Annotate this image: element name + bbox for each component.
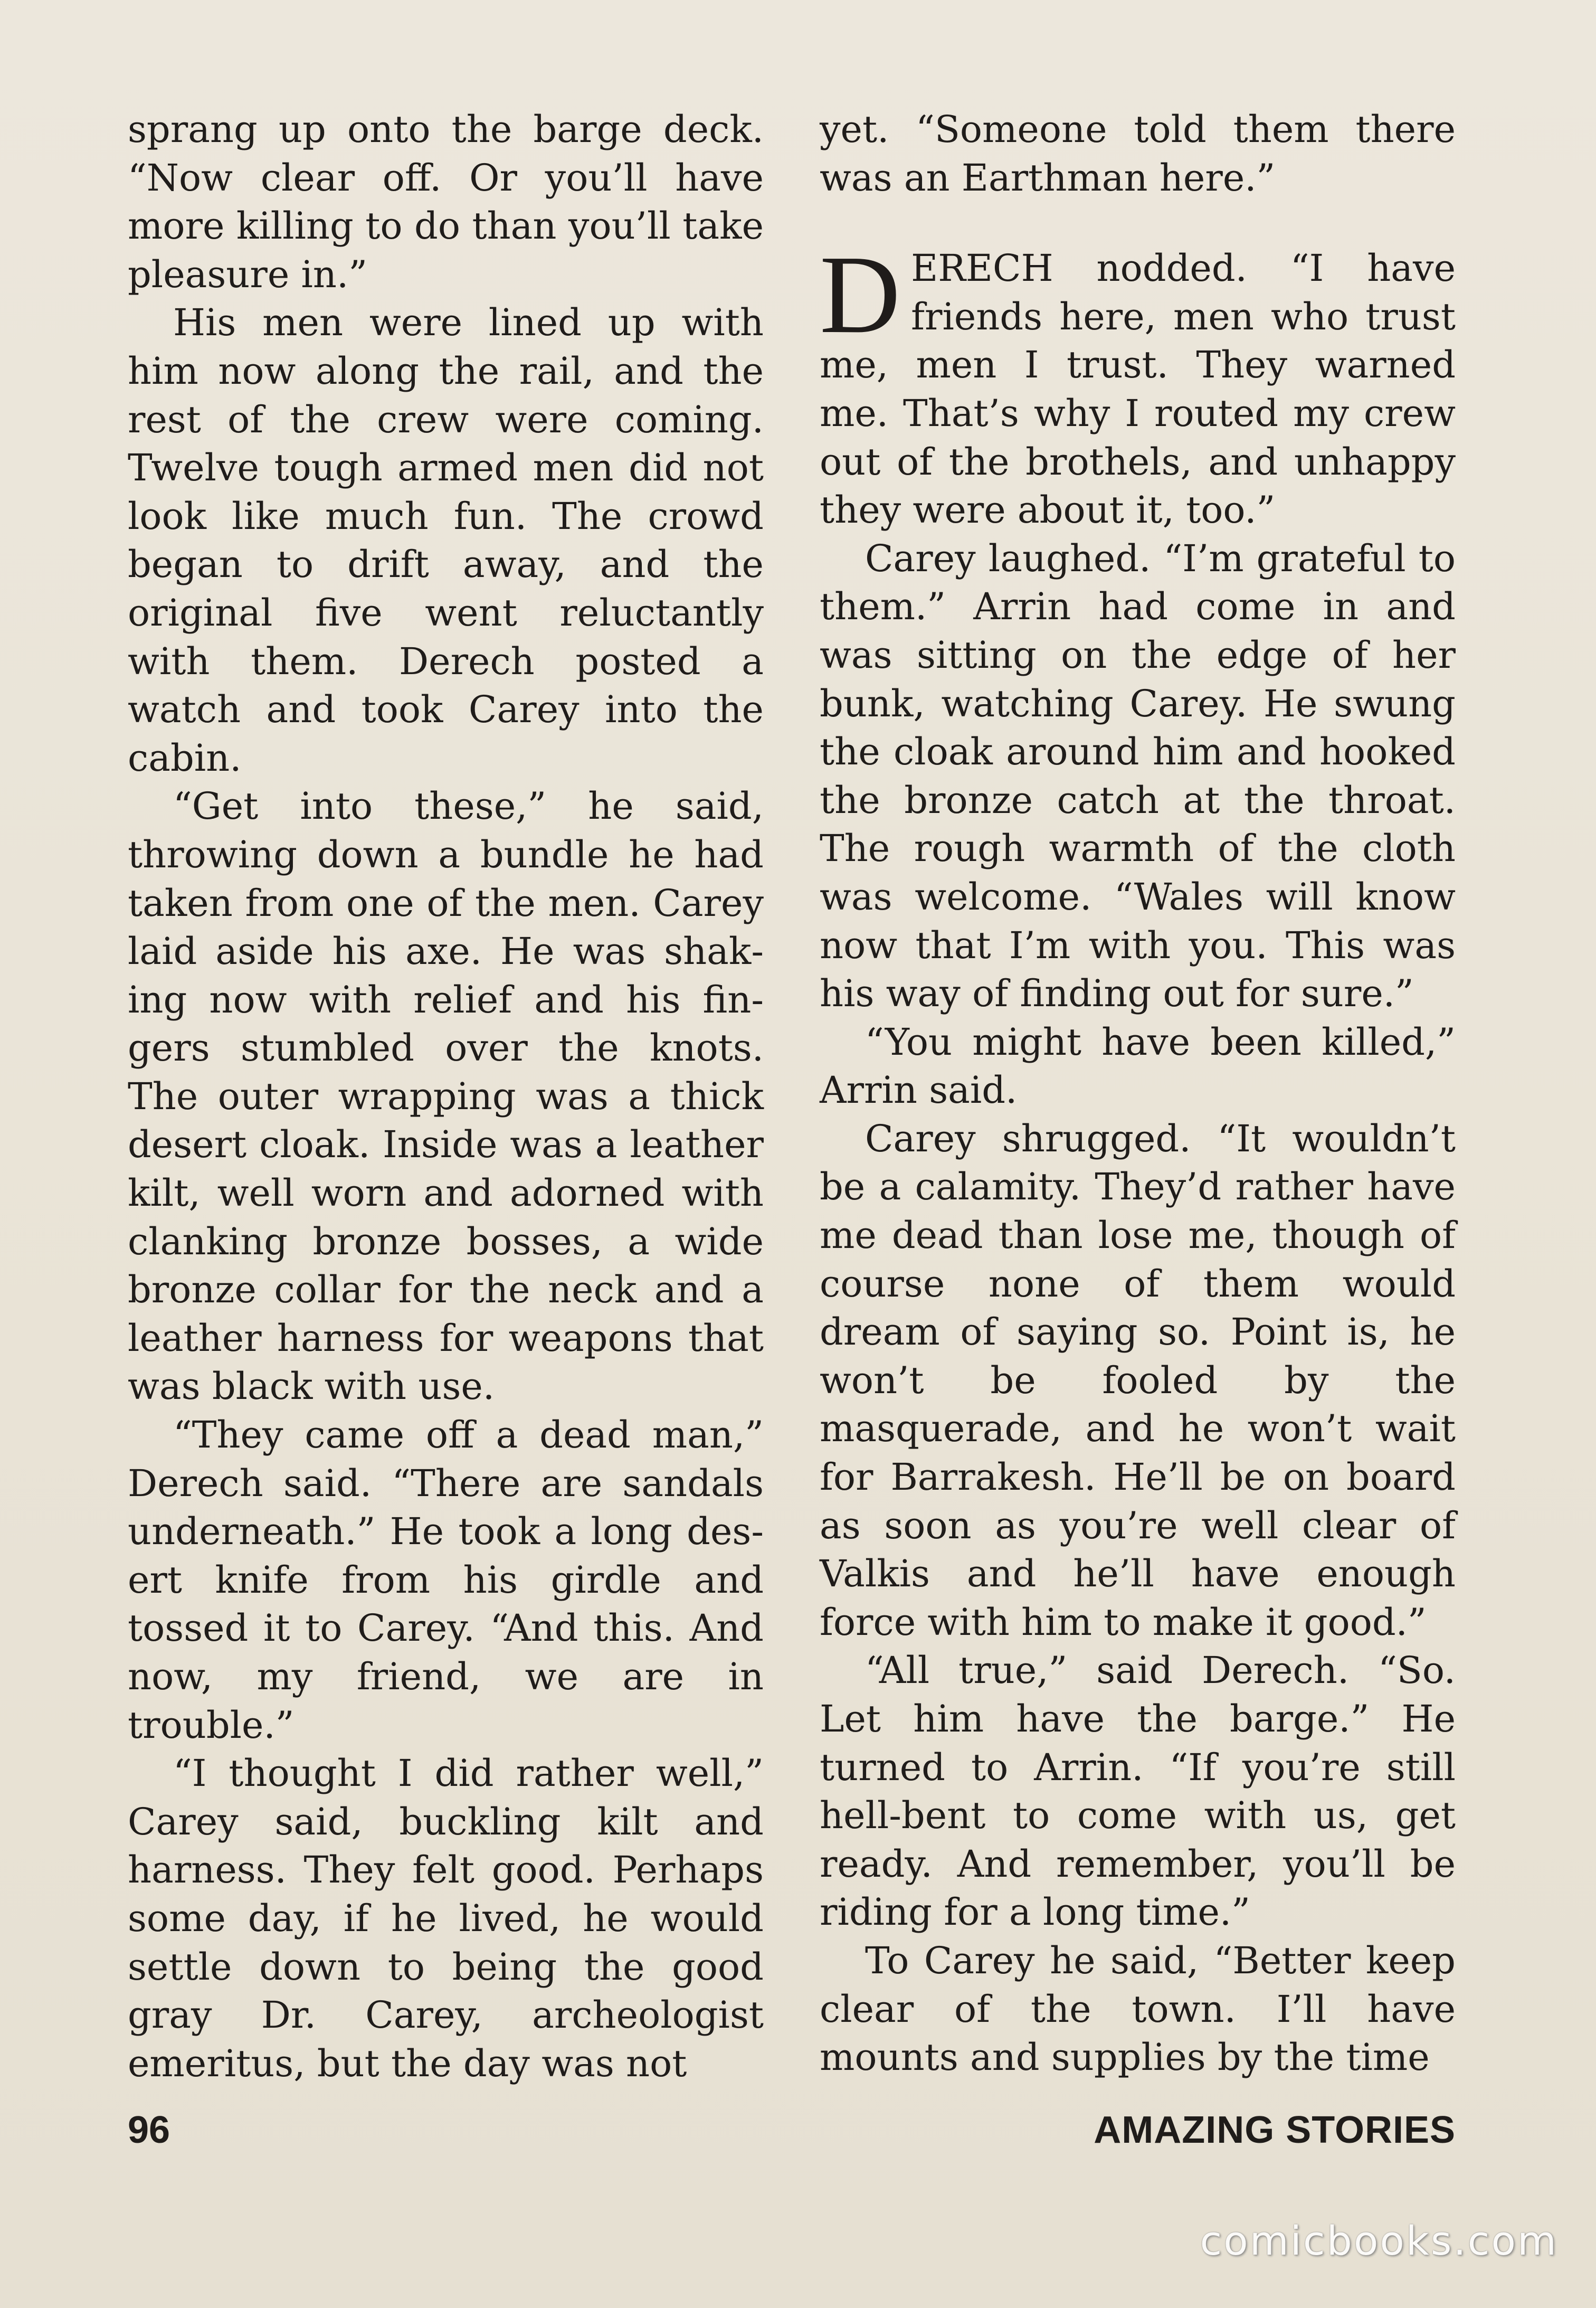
paragraph: His men were lined up with him now along the rail, and the rest of the crew were coming. Twelve tough armed men did not look like much fun. The crowd began to drift away, and the original five went reluctantly with them. Derech posted a watch and took Carey into the cabin. [128, 301, 764, 780]
watermark: comicbooks.com [1200, 2217, 1558, 2264]
page-number: 96 [128, 2109, 170, 2151]
magazine-title: AMAZING STORIES [1094, 2109, 1456, 2151]
paragraph: “All true,” said Derech. “So. Let him have the barge.” He turned to Arrin. “If you’re still hell-bent to come with us, get ready. And remember, you’ll be riding for a long time.” [820, 1649, 1456, 1934]
paragraph: “I thought I did rather well,” Carey said, buckling kilt and harness. They felt good. Perhaps some day, if he lived, he would settle down to being the good gray Dr. Carey, archeologist emeritus, but the day was not [128, 1752, 764, 2085]
paragraph: sprang up onto the barge deck. “Now clear off. Or you’ll have more killing to do than you’ll take pleasure in.” [128, 108, 764, 296]
paragraph: yet. “Someone told them there was an Earthman here.” [820, 108, 1456, 200]
paragraph: “You might have been killed,” Arrin said. [820, 1020, 1456, 1112]
drop-cap-paragraph [820, 232, 1456, 535]
drop-cap-paragraph-text: ERECH nodded. “I have friends here, men who trust me, men I trust. They warned me. That’s why I routed my crew out of the brothels, and unhappy they were about it, too.” [820, 247, 1456, 532]
drop-cap: D [820, 232, 901, 357]
paragraph: “They came off a dead man,” Derech said. “There are sandals underneath.” He took a long desert knife from his girdle and tossed it to Carey. “And this. And now, my friend, we are in trouble.” [128, 1413, 764, 1747]
right-text-column [820, 106, 1456, 2082]
left-text-column [128, 106, 764, 2088]
paragraph: “Get into these,” he said, throwing down a bundle he had taken from one of the men. Carey laid aside his axe. He was shaking now with relief and his fingers stumbled over the knots. The outer wrapping was a thick desert cloak. Inside was a leather kilt, well worn and adorned with clanking bronze bosses, a wide bronze collar for the neck and a leather harness for weapons that was black with use. [128, 784, 764, 1408]
paragraph: Carey shrugged. “It wouldn’t be a calamity. They’d rather have me dead than lose me, though of course none of them would dream of saying so. Point is, he won’t be fooled by the masquerade, and he won’t wait for Barrakesh. He’ll be on board as soon as you’re well clear of Valkis and he’ll have enough force with him to make it good.” [820, 1117, 1456, 1644]
paragraph: To Carey he said, “Better keep clear of the town. I’ll have mounts and supplies by the time [820, 1938, 1456, 2079]
page-footer [128, 2108, 1456, 2161]
paragraph: Carey laughed. “I’m grateful to them.” Arrin had come in and was sitting on the edge of her bunk, watching Carey. He swung the cloak around him and hooked the bronze catch at the throat. The rough warmth of the cloth was welcome. “Wales will know now that I’m with you. This was his way of finding out for sure.” [820, 536, 1456, 1016]
